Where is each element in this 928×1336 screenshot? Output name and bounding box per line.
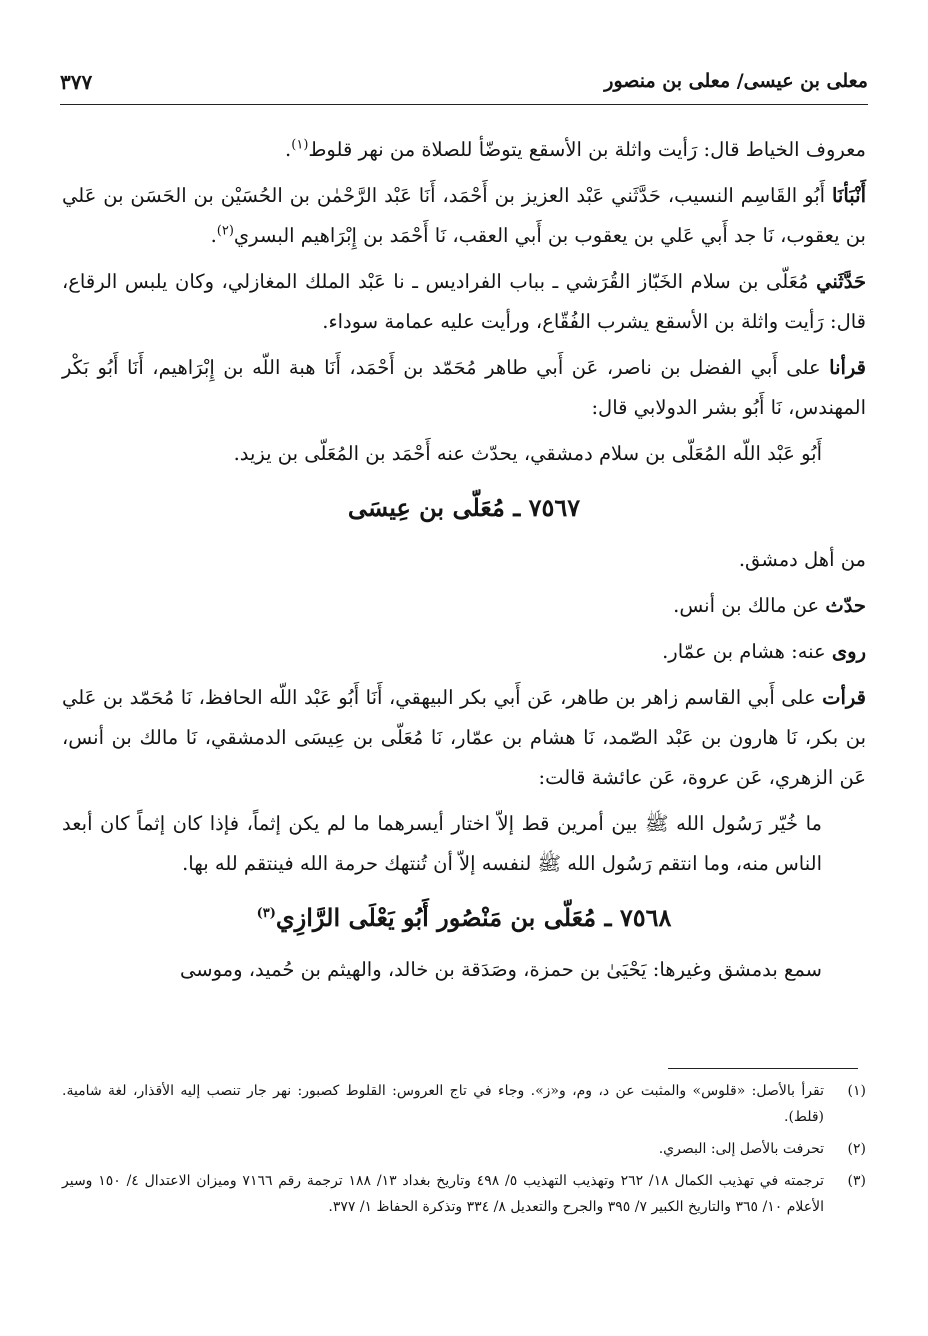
paragraph-text: مُعَلّى بن سلام الخَبّاز القُرَشي ـ بباب الفراديس ـ نا عَبْد الملك المغازلي، وكان يلبس الرقاع، قال: رَأيت واثلة بن الأسقع يشرب الفُقّاع، ورأيت عليه عمامة سوداء.	[62, 270, 866, 333]
entry-heading-7567: ٧٥٦٧ ـ مُعَلّى بن عِيسَى	[347, 493, 581, 522]
page-header	[60, 62, 868, 105]
footnote-number: (١)	[847, 1083, 866, 1099]
footnotes	[62, 1078, 866, 1226]
paragraph-text: على أَبي الفضل بن ناصر، عَن أَبي طاهر مُحَمّد بن أَحْمَد، أَنَا هبة اللّه بن إِبْرَاهيم، أَنَا أَبُو بَكْر المهندس، نَا أَبُو بشر الدولابي قال:	[62, 356, 866, 419]
footnote-text: تحرفت بالأصل إلى: البصري.	[658, 1141, 824, 1157]
transmission-keyword: حدّث	[825, 594, 866, 617]
paragraph-10: ما خُيّر رَسُول الله ﷺ بين أمرين قط إلاّ اختار أيسرهما ما لم يكن إثماً، فإذا كان إثماً كان أبعد الناس منه، وما انتقم رَسُول الله ﷺ لنفسه إلاّ أن تُنتهك حرمة الله فينتقم لله بها.	[62, 812, 822, 875]
footnote-ref-3: (٣)	[256, 906, 276, 921]
paragraph-9	[62, 678, 866, 798]
footnote-number: (٢)	[847, 1141, 866, 1157]
paragraph-text: أَبُو القَاسِم النسيب، حَدَّثَني عَبْد العزيز بن أَحْمَد، أَنَا عَبْد الرَّحْمٰن بن الحُسَيْن بن الحَسَن بن عَلي بن يعقوب، نَا جد أَبي عَلي بن يعقوب بن أَبي العقب، نَا أَحْمَد بن إِبْرَاهيم البسري	[62, 184, 866, 247]
paragraph-text: معروف الخياط قال: رَأيت واثلة بن الأسقع يتوضّأ للصلاة من نهر قلوط	[308, 138, 866, 161]
paragraph-7	[62, 586, 866, 626]
paragraph-6: من أهل دمشق.	[738, 548, 866, 571]
footnote-divider	[668, 1068, 858, 1069]
paragraph-1	[62, 130, 866, 170]
paragraph-text: على أَبي القاسم زاهر بن طاهر، عَن أَبي بكر البيهقي، أَنَا أَبُو عَبْد اللّه الحافظ، نَا مُحَمّد بن عَلي بن بكر، نَا هارون بن عَبْد الصّمد، نَا هشام بن عمّار، نَا مُعَلّى بن عِيسَى الدمشقي، نَا مالك بن أنس، عَن الزهري، عَن عروة، عَن عائشة قالت:	[62, 686, 866, 789]
running-title: معلى بن عيسى/ معلى بن منصور	[604, 70, 868, 92]
paragraph-8	[62, 632, 866, 672]
paragraph-end: .	[285, 138, 292, 161]
footnote-3	[62, 1168, 866, 1220]
entry-heading-7568	[62, 898, 866, 938]
paragraph-3	[62, 262, 866, 342]
paragraph-text: عنه: هشام بن عمّار.	[662, 640, 832, 663]
footnote-ref-1: (١)	[291, 137, 309, 153]
footnote-2	[62, 1136, 866, 1162]
transmission-keyword: روى	[831, 640, 866, 663]
entry-heading-text: ٧٥٦٨ ـ مُعَلّى بن مَنْصُور أَبُو يَعْلَى الرَّازِي	[275, 903, 672, 932]
transmission-keyword: حَدَّثَني	[816, 270, 866, 293]
paragraph-4	[62, 348, 866, 428]
transmission-keyword: قرأنا	[829, 356, 866, 379]
footnote-1	[62, 1078, 866, 1130]
paragraph-2	[62, 176, 866, 256]
paragraph-5: أَبُو عَبْد اللّه المُعَلّى بن سلام دمشقي، يحدّث عنه أَحْمَد بن المُعَلّى بن يزيد.	[233, 442, 822, 465]
paragraph-text: عن مالك بن أنس.	[673, 594, 826, 617]
footnote-number: (٣)	[847, 1173, 866, 1189]
footnote-text: ترجمته في تهذيب الكمال ١٨/ ٢٦٢ وتهذيب التهذيب ٥/ ٤٩٨ وتاريخ بغداد ١٣/ ١٨٨ ترجمة رقم ٧١٦٦ وميزان الاعتدال ٤/ ١٥٠ وسير الأعلام ١٠/ ٣٦٥ والتاريخ الكبير ٧/ ٣٩٥ والجرح والتعديل ٨/ ٣٣٤ وتذكرة الحفاظ ١/ ٣٧٧.	[62, 1173, 825, 1215]
transmission-keyword: أَنْبَأنَا	[831, 184, 866, 207]
footnote-text: تقرأ بالأصل: «قلوس» والمثبت عن د، وم، و«ز». وجاء في تاج العروس: القلوط كصبور: نهر جار تنصب إليه الأقذار، لغة شامية. (قلط).	[62, 1083, 824, 1125]
main-text	[62, 130, 866, 996]
page-number: ٣٧٧	[60, 70, 93, 94]
paragraph-end: .	[210, 224, 217, 247]
transmission-keyword: قرأت	[822, 686, 866, 709]
paragraph-11: سمع بدمشق وغيرها: يَحْيَىٰ بن حمزة، وصَدَقة بن خالد، والهيثم بن حُميد، وموسى	[180, 958, 822, 981]
footnote-ref-2: (٢)	[216, 223, 234, 239]
